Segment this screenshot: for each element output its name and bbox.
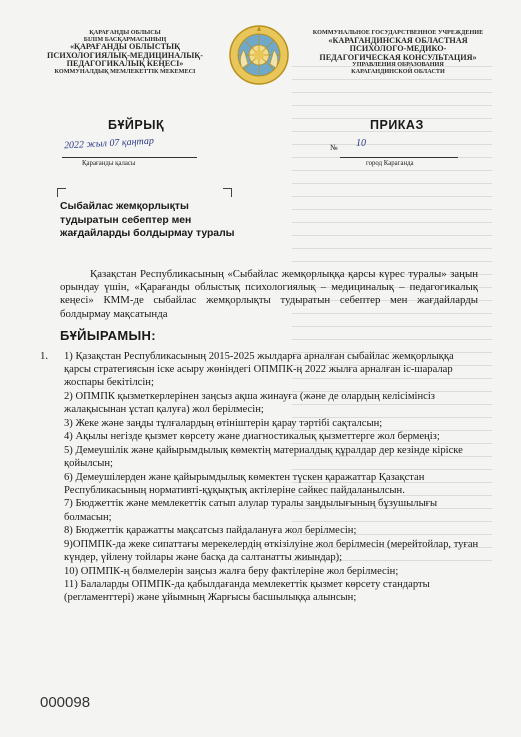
order-items-list	[64, 350, 480, 605]
header-right-line: ПСИХОЛОГО-МЕДИКО-	[349, 44, 447, 54]
state-emblem-icon	[228, 24, 290, 86]
header-russian-block	[298, 30, 498, 75]
header-right-line: КАРАГАНДИНСКОЙ ОБЛАСТИ	[351, 67, 445, 75]
title-corner-mark	[57, 188, 66, 197]
header-kazakh-block	[30, 30, 220, 75]
list-item: 7) Бюджеттік және мемлекеттік сатып алулар туралы заңдылығының бұзушылығы болмасын;	[64, 498, 438, 523]
list-item: 5) Демеушілік және қайырымдылық көмектің материалдық құралдар дер кезінде кіріске қойылсын;	[64, 444, 463, 469]
list-item: 3) Жеке және заңды тұлғалардың өтініштерін қарау тәртібі сақталсын;	[64, 417, 383, 429]
header-right-line: «КАРАГАНДИНСКАЯ ОБЛАСТНАЯ	[328, 35, 468, 45]
list-item: 6) Демеушілерден және қайырымдылық көмектен түскен қаражаттар Қазақстан Республикасының нормативті-құқықтық актілеріне сәйкес пайдаланылсын.	[64, 471, 425, 496]
order-heading: БҰЙЫРАМЫН:	[60, 328, 156, 343]
header-left-line: КОММУНАЛДЫҚ МЕМЛЕКЕТТІК МЕКЕМЕСІ	[54, 67, 196, 75]
list-item: 10) ОПМПК-ң бөлмелерін заңсыз жалға беру фактілеріне жол берілмесін;	[64, 565, 399, 577]
document-title: Сыбайлас жемқорлықты тудыратын себептер мен жағдайларды болдырмау туралы	[60, 201, 235, 240]
header-right-line: ПЕДАГОГИЧЕСКАЯ КОНСУЛЬТАЦИЯ»	[319, 52, 477, 62]
handwritten-number: 10	[356, 138, 366, 149]
list-number: 1.	[40, 350, 49, 362]
title-corner-mark	[223, 188, 232, 197]
city-russian: город Караганда	[366, 160, 414, 167]
number-label: №	[330, 143, 338, 152]
header-right-line: УПРАВЛЕНИЯ ОБРАЗОВАНИЯ	[352, 61, 444, 69]
header-left-line: «ҚАРАҒАНДЫ ОБЛЫСТЫҚ	[69, 42, 181, 51]
city-kazakh: Қарағанды қаласы	[82, 160, 136, 167]
header-left-line: БІЛІМ БАСҚАРМАСЫНЫҢ	[83, 35, 167, 43]
list-item: 4) Ақылы негізде қызмет көрсету және диагностикалық қызметтерге жол бермеңіз;	[64, 431, 440, 443]
order-word-kazakh: БҰЙРЫҚ	[108, 118, 165, 132]
list-item: 11) Балаларды ОПМПК-да қабылдағанда мемлекеттік қызмет көрсету стандарты (регламенттері) және ұйымның Жарғысы басшылыққа алынсын;	[64, 579, 430, 604]
list-item: 2) ОПМПК қызметкерлерінен заңсыз ақша жинауға (және де олардың келісімінсіз жалақысынан ұстап қалуға) жол берілмесін;	[64, 390, 435, 415]
header-right-line: КОММУНАЛЬНОЕ ГОСУДАРСТВЕННОЕ УЧРЕЖДЕНИЕ	[312, 29, 484, 36]
list-item: 1) Қазақстан Республикасының 2015-2025 жылдарға арналған сыбайлас жемқорлыққа қарсы стратегиясын іске асыру жөніндегі ОПМПК-ң 2022 жылға арналған іс-шаралар жоспары бекітілсін;	[64, 351, 454, 389]
serial-number: 000098	[40, 694, 91, 711]
order-word-russian: ПРИКАЗ	[370, 118, 424, 132]
handwritten-date: 2022 жыл 07 қаңтар	[63, 135, 155, 152]
header-left-line: ПЕДАГОГИКАЛЫҚ КЕҢЕСІ»	[66, 59, 184, 69]
preamble-paragraph: Қазақстан Республикасының «Сыбайлас жемқорлыққа қарсы күрес туралы» заңын орындау үшін, «Қарағанды облыстық психологиялық – медициналық – педагогикалық кеңесі» КММ-де сыбайлас жемқорлықты тудыратын себептер мен жағдайларды болдырмау мақсатында	[60, 268, 478, 320]
header-left-line: ҚАРАҒАНДЫ ОБЛЫСЫ	[89, 29, 161, 36]
list-item: 8) Бюджеттік қаражатты мақсатсыз пайдалануға жол берілмесін;	[64, 525, 357, 537]
list-item: 9)ОПМПК-да жеке сипаттағы мерекелердің өткізілуіне жол берілмесін (мерейтойлар, туған күндер, үйлену тойлары және басқа да салтанатты жиындар);	[64, 538, 479, 563]
header-left-line: ПСИХОЛОГИЯЛЫҚ-МЕДИЦИНАЛЫҚ-	[47, 50, 203, 60]
